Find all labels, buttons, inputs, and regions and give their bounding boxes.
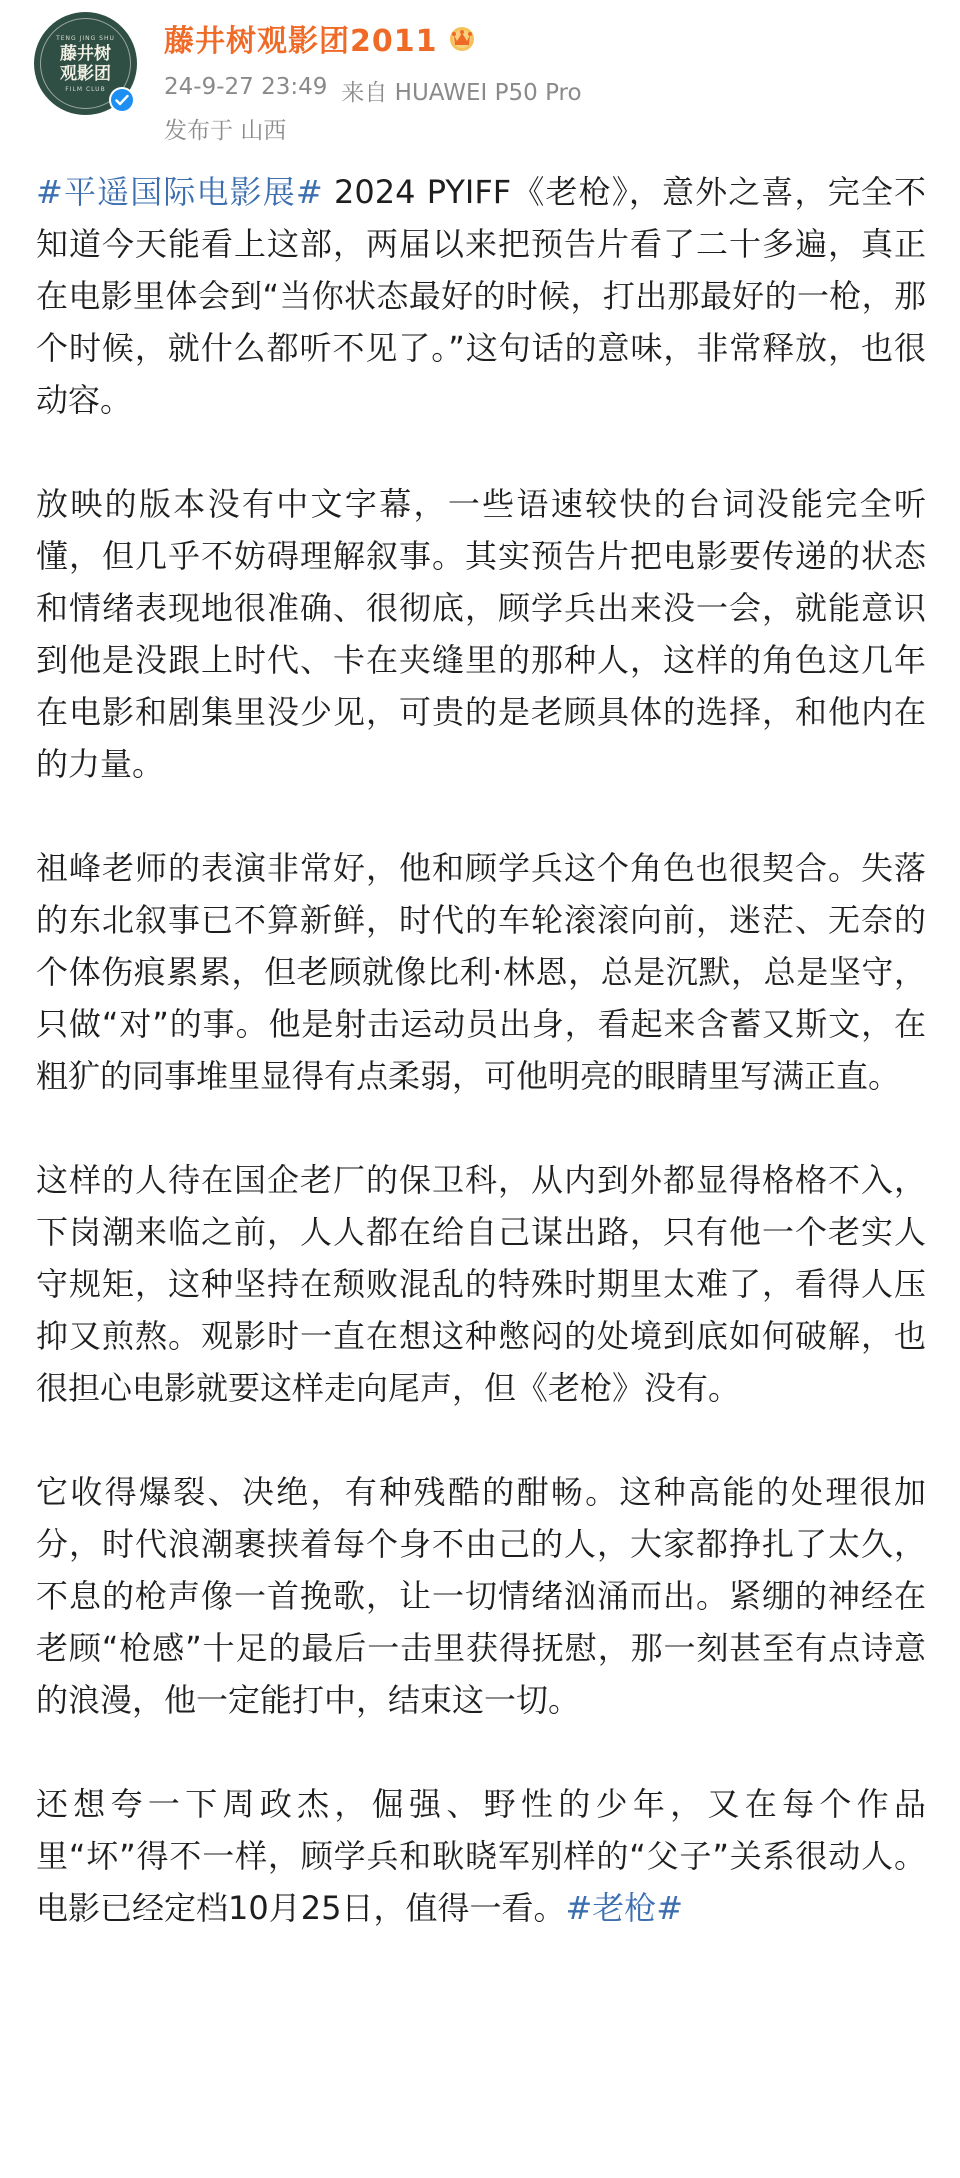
paragraph-6: [36, 1778, 926, 1934]
avatar-cn-line2: 观影团: [60, 63, 111, 84]
paragraph-3: 祖峰老师的表演非常好，他和顾学兵这个角色也很契合。失落的东北叙事已不算新鲜，时代的车轮滚滚向前，迷茫、无奈的个体伤痕累累，但老顾就像比利·林恩，总是沉默，总是坚守，只做“对”的事。他是射击运动员出身，看起来含蓄又斯文，在粗犷的同事堆里显得有点柔弱，可他明亮的眼睛里写满正直。: [36, 849, 926, 1095]
paragraph-5: 它收得爆裂、决绝，有种残酷的酣畅。这种高能的处理很加分，时代浪潮裹挟着每个身不由己的人，大家都挣扎了太久，不息的枪声像一首挽歌，让一切情绪汹涌而出。紧绷的神经在老顾“枪感”十足的最后一击里获得抚慰，那一刻甚至有点诗意的浪漫，他一定能打中，结束这一切。: [36, 1473, 926, 1719]
paragraph-4: 这样的人待在国企老厂的保卫科，从内到外都显得格格不入，下岗潮来临之前，人人都在给自己谋出路，只有他一个老实人守规矩，这种坚持在颓败混乱的特殊时期里太难了，看得人压抑又煎熬。观影时一直在想这种憋闷的处境到底如何破解，也很担心电影就要这样走向尾声，但《老枪》没有。: [36, 1161, 926, 1407]
meta-row: [164, 74, 582, 107]
vip-crown-icon[interactable]: [446, 22, 478, 54]
username-row: [164, 18, 478, 58]
paragraph-6-text: 还想夸一下周政杰，倔强、野性的少年，又在每个作品里“坏”得不一样，顾学兵和耿晓军别样的“父子”关系很动人。电影已经定档10月25日，值得一看。: [36, 1785, 926, 1927]
post-source: [341, 74, 581, 107]
avatar-en-top: TENG JING SHU: [56, 34, 115, 42]
location-value: 山西: [240, 118, 287, 144]
avatar-cn-line1: 藤井树: [60, 43, 111, 64]
post-body: [36, 166, 926, 1934]
paragraph-1-text: 2024 PYIFF《老枪》，意外之喜，完全不知道今天能看上这部，两届以来把预告片看了二十多遍，真正在电影里体会到“当你状态最好的时候，打出那最好的一枪，那个时候，就什么都听不见了。”这句话的意味，非常释放，也很动容。: [36, 173, 926, 419]
verified-badge-inner: [111, 89, 133, 111]
post-header: [34, 12, 934, 142]
avatar-en-bottom: FILM CLUB: [65, 85, 106, 93]
hashtag-laoqiang[interactable]: #老枪#: [565, 1889, 684, 1927]
location-row: [164, 112, 286, 145]
source-prefix: 来自: [341, 80, 388, 106]
verified-check-icon: [115, 94, 129, 106]
paragraph-2: 放映的版本没有中文字幕，一些语速较快的台词没能完全听懂，但几乎不妨碍理解叙事。其实预告片把电影要传递的状态和情绪表现地很准确、很彻底，顾学兵出来没一会，就能意识到他是没跟上时代、卡在夹缝里的那种人，这样的角色这几年在电影和剧集里没少见，可贵的是老顾具体的选择，和他内在的力量。: [36, 485, 926, 783]
location-prefix: 发布于: [164, 118, 233, 144]
username[interactable]: 藤井树观影团2011: [164, 24, 438, 59]
paragraph-1: [36, 166, 926, 426]
hashtag-pyiff[interactable]: #平遥国际电影展#: [36, 173, 323, 211]
post-timestamp: 24-9-27 23:49: [164, 74, 328, 100]
avatar-wrapper[interactable]: [34, 12, 137, 115]
source-device[interactable]: HUAWEI P50 Pro: [394, 80, 582, 106]
verified-badge-icon: [109, 87, 135, 113]
